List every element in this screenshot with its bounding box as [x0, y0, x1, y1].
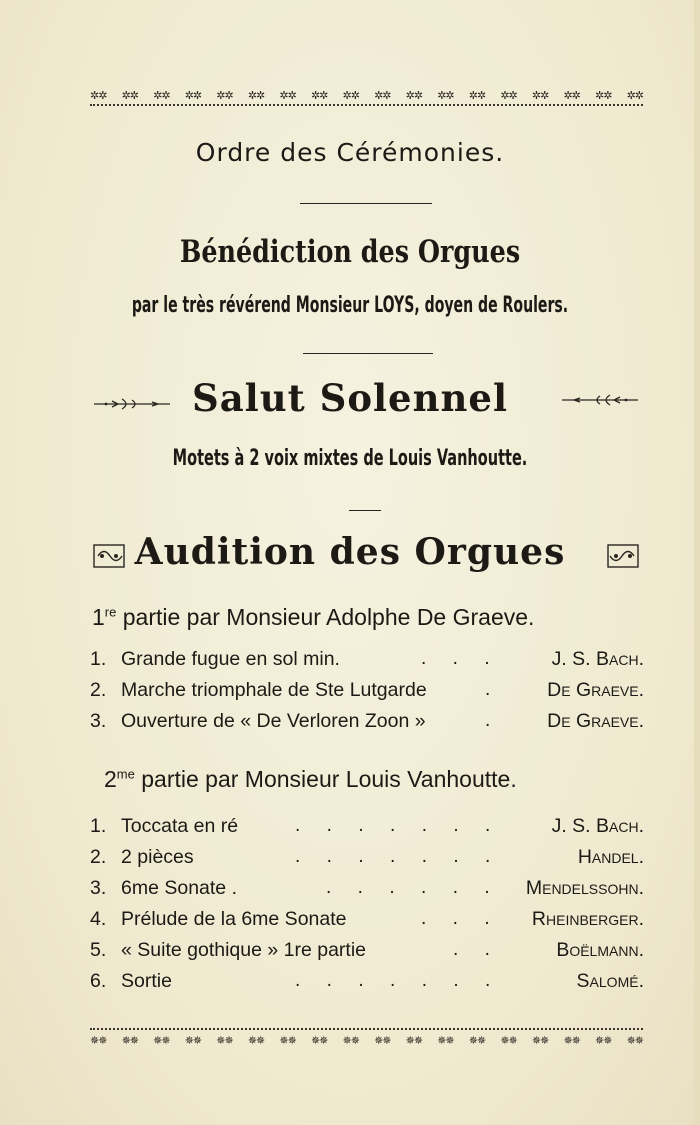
ornament-glyph-icon: ✵✵ — [468, 1033, 486, 1047]
divider-1 — [300, 203, 432, 204]
composer-name: Rheinberger. — [531, 908, 644, 930]
item-number: 3. — [90, 877, 107, 899]
piece-title: Prélude de la 6me Sonate — [121, 908, 347, 930]
ornament-glyph-icon: ✲✲ — [563, 88, 580, 102]
leader-dots: . . . . . . . — [295, 815, 491, 836]
ornament-glyph-icon: ✵✵ — [500, 1033, 517, 1047]
part1-heading — [92, 604, 534, 631]
composer-name: De Graeve. — [547, 710, 644, 732]
ornament-glyph-icon: ✲✲ — [247, 88, 265, 102]
ornament-glyph-icon: ✵✵ — [153, 1033, 170, 1047]
piece-title: 6me Sonate . — [121, 877, 237, 899]
leader-dots: . — [485, 710, 491, 731]
ornament-glyph-icon: ✵✵ — [626, 1033, 643, 1047]
ornament-glyph-icon: ✲✲ — [184, 88, 202, 102]
ceremonies-heading: Ordre des Cérémonies. — [195, 138, 505, 167]
ornament-glyph-icon: ✲✲ — [374, 88, 391, 102]
ornament-glyph-icon: ✵✵ — [216, 1033, 233, 1047]
program-item — [90, 877, 644, 907]
divider-2 — [303, 353, 433, 354]
top-dotted-rule — [90, 104, 643, 106]
leader-dots: . . — [453, 939, 490, 960]
ornament-glyph-icon: ✵✵ — [121, 1033, 138, 1047]
ornament-glyph-icon: ✵✵ — [374, 1033, 391, 1047]
program-item — [90, 648, 644, 678]
salut-subtitle: Motets à 2 voix mixtes de Louis Vanhoutte. — [172, 446, 528, 471]
ornament-glyph-icon: ✵✵ — [437, 1033, 454, 1047]
ornament-glyph-icon: ✵✵ — [595, 1033, 612, 1047]
leader-dots: . . . . . . . — [295, 970, 491, 991]
part2-label: partie par Monsieur Louis Vanhoutte. — [141, 766, 517, 792]
ornament-glyph-icon: ✵✵ — [531, 1033, 549, 1047]
ornament-glyph-icon: ✵✵ — [563, 1033, 580, 1047]
program-item — [90, 679, 644, 709]
piece-title: Sortie — [121, 970, 172, 992]
ornament-glyph-icon: ✲✲ — [216, 88, 233, 102]
divider-3 — [349, 510, 381, 511]
ornament-glyph-icon: ✵✵ — [279, 1033, 296, 1047]
benediction-subtitle: par le très révérend Monsieur LOYS, doyen de Roulers. — [131, 293, 569, 318]
ornament-glyph-icon: ✲✲ — [279, 88, 296, 102]
item-number: 5. — [90, 939, 107, 961]
ornament-glyph-icon: ✵✵ — [405, 1033, 423, 1047]
item-number: 3. — [90, 710, 107, 732]
composer-name: J. S. Bach. — [551, 815, 644, 837]
benediction-title: Bénédiction des Orgues — [179, 234, 521, 270]
program-item — [90, 815, 644, 845]
ornament-glyph-icon: ✲✲ — [437, 88, 454, 102]
leader-dots: . . . . . . . — [295, 846, 491, 867]
ornament-glyph-icon: ✲✲ — [626, 88, 643, 102]
program-item — [90, 970, 644, 1000]
bottom-dotted-rule — [90, 1028, 643, 1030]
part1-label: partie par Monsieur Adolphe De Graeve. — [122, 604, 535, 630]
ornament-glyph-icon: ✵✵ — [310, 1033, 328, 1047]
composer-name: J. S. Bach. — [551, 648, 644, 670]
part1-ordinal: 1 — [92, 604, 105, 630]
item-number: 4. — [90, 908, 107, 930]
salut-title: Salut Solennel — [191, 376, 509, 420]
leader-dots: . — [485, 679, 491, 700]
program-item — [90, 846, 644, 876]
piece-title: 2 pièces — [121, 846, 194, 868]
composer-name: Salomé. — [576, 970, 644, 992]
ornament-glyph-icon: ✵✵ — [90, 1033, 107, 1047]
item-number: 2. — [90, 846, 107, 868]
part2-ordinal: 2 — [104, 766, 117, 792]
ornament-glyph-icon: ✲✲ — [405, 88, 423, 102]
item-number: 6. — [90, 970, 107, 992]
ornament-glyph-icon: ✲✲ — [310, 88, 328, 102]
leader-dots: . . . — [421, 648, 490, 669]
ornament-glyph-icon: ✲✲ — [153, 88, 170, 102]
leader-dots: . . . — [421, 908, 490, 929]
audition-title: Audition des Orgues — [134, 531, 566, 573]
composer-name: Mendelssohn. — [525, 877, 644, 899]
part2-ordinal-sup: me — [116, 766, 135, 782]
leader-dots: . . . . . . — [326, 877, 490, 898]
ornament-glyph-icon: ✲✲ — [342, 88, 359, 102]
ornament-glyph-icon: ✵✵ — [184, 1033, 202, 1047]
piece-title: « Suite gothique » 1re partie — [121, 939, 367, 961]
ornament-glyph-icon: ✲✲ — [121, 88, 138, 102]
program-item — [90, 710, 644, 740]
composer-name: Boëlmann. — [556, 939, 644, 961]
program-item — [90, 908, 644, 938]
piece-title: Toccata en ré — [121, 815, 239, 837]
composer-name: De Graeve. — [547, 679, 644, 701]
top-ornament-band — [90, 86, 643, 104]
piece-title: Grande fugue en sol min. — [121, 648, 340, 670]
item-number: 1. — [90, 815, 107, 837]
ornament-glyph-icon: ✲✲ — [90, 88, 107, 102]
program-item — [90, 939, 644, 969]
piece-title: Marche triomphale de Ste Lutgarde — [121, 679, 427, 701]
composer-name: Handel. — [577, 846, 644, 868]
ornament-glyph-icon: ✵✵ — [342, 1033, 359, 1047]
item-number: 2. — [90, 679, 107, 701]
ornament-glyph-icon: ✲✲ — [500, 88, 517, 102]
ornament-glyph-icon: ✵✵ — [247, 1033, 265, 1047]
piece-title: Ouverture de « De Verloren Zoon » — [121, 710, 426, 732]
bottom-ornament-band — [90, 1031, 643, 1049]
ornament-glyph-icon: ✲✲ — [468, 88, 486, 102]
ornament-glyph-icon: ✲✲ — [595, 88, 612, 102]
item-number: 1. — [90, 648, 107, 670]
ornament-glyph-icon: ✲✲ — [531, 88, 549, 102]
part2-heading — [104, 766, 517, 793]
part1-ordinal-sup: re — [104, 604, 117, 620]
